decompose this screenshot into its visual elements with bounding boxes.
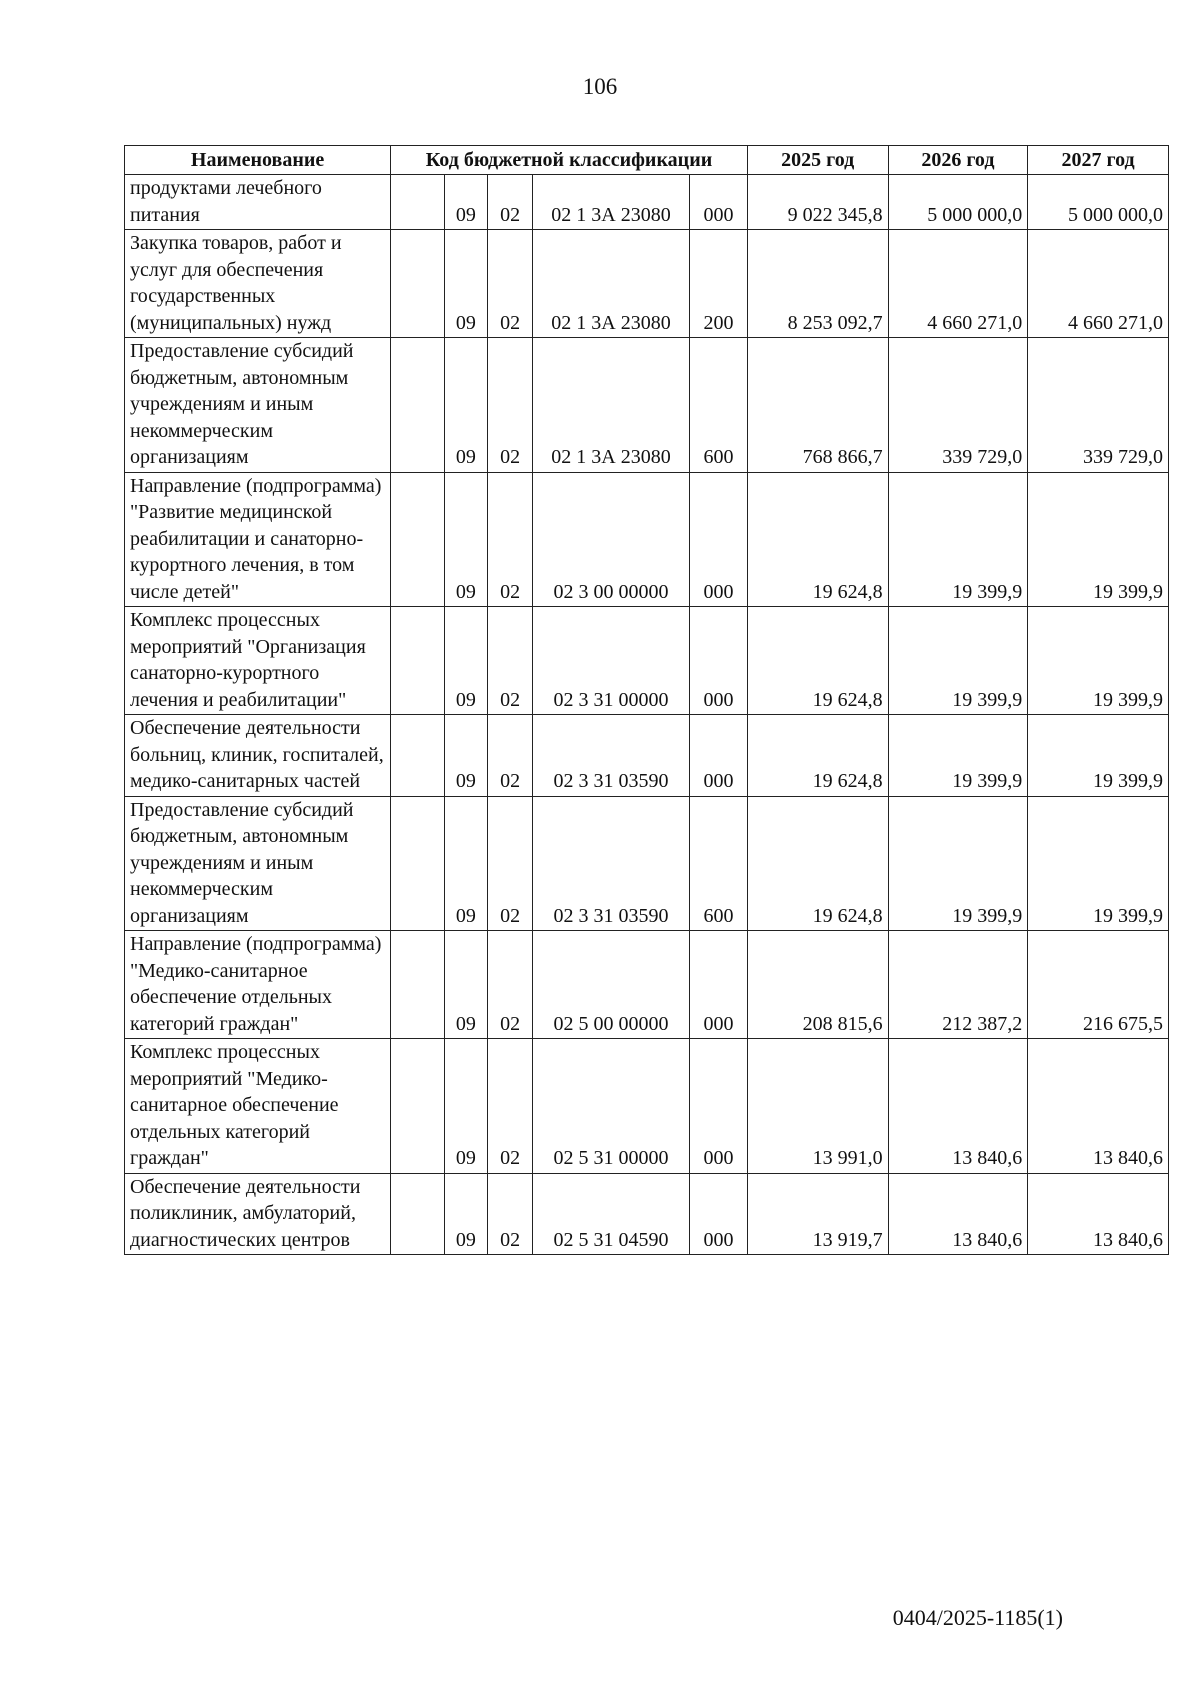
cell-expense-type: 600	[690, 796, 748, 931]
cell-name: Закупка товаров, работ и услуг для обеспечения государственных (муниципальных) нужд	[125, 230, 391, 338]
table-row	[125, 472, 1169, 607]
cell-subsection: 02	[488, 1039, 533, 1174]
cell-section: 09	[444, 1039, 488, 1174]
cell-2027: 4 660 271,0	[1028, 230, 1169, 338]
cell-section: 09	[444, 931, 488, 1039]
header-code: Код бюджетной классификации	[391, 146, 748, 175]
cell-target-article: 02 3 31 03590	[532, 715, 689, 797]
cell-2026: 19 399,9	[888, 472, 1028, 607]
cell-name: Направление (подпрограмма) "Развитие медицинской реабилитации и санаторно-курортного лечения, в том числе детей"	[125, 472, 391, 607]
cell-2025: 19 624,8	[747, 715, 888, 797]
cell-2025: 19 624,8	[747, 607, 888, 715]
cell-target-article: 02 5 31 04590	[532, 1173, 689, 1255]
cell-ministry	[391, 175, 444, 230]
cell-ministry	[391, 931, 444, 1039]
cell-expense-type: 000	[690, 1173, 748, 1255]
cell-2026: 4 660 271,0	[888, 230, 1028, 338]
header-2026: 2026 год	[888, 146, 1028, 175]
cell-2026: 339 729,0	[888, 338, 1028, 473]
cell-target-article: 02 1 3А 23080	[532, 338, 689, 473]
cell-name: Обеспечение деятельности поликлиник, амбулаторий, диагностических центров	[125, 1173, 391, 1255]
cell-expense-type: 600	[690, 338, 748, 473]
cell-expense-type: 000	[690, 1039, 748, 1174]
cell-subsection: 02	[488, 715, 533, 797]
cell-ministry	[391, 715, 444, 797]
cell-2026: 13 840,6	[888, 1173, 1028, 1255]
table-row	[125, 230, 1169, 338]
table-body	[125, 175, 1169, 1255]
cell-name: Комплекс процессных мероприятий "Медико-санитарное обеспечение отдельных категорий граждан"	[125, 1039, 391, 1174]
cell-2025: 8 253 092,7	[747, 230, 888, 338]
table-row	[125, 1039, 1169, 1174]
cell-section: 09	[444, 472, 488, 607]
table-row	[125, 1173, 1169, 1255]
cell-2025: 9 022 345,8	[747, 175, 888, 230]
cell-expense-type: 000	[690, 472, 748, 607]
cell-ministry	[391, 230, 444, 338]
table-row	[125, 607, 1169, 715]
cell-name: Комплекс процессных мероприятий "Организация санаторно-курортного лечения и реабилитации"	[125, 607, 391, 715]
cell-ministry	[391, 472, 444, 607]
cell-ministry	[391, 1173, 444, 1255]
document-code: 0404/2025-1185(1)	[892, 1605, 1063, 1630]
cell-2025: 19 624,8	[747, 472, 888, 607]
cell-target-article: 02 3 00 00000	[532, 472, 689, 607]
cell-section: 09	[444, 1173, 488, 1255]
cell-2025: 768 866,7	[747, 338, 888, 473]
cell-2027: 5 000 000,0	[1028, 175, 1169, 230]
cell-subsection: 02	[488, 175, 533, 230]
cell-section: 09	[444, 607, 488, 715]
header-2027: 2027 год	[1028, 146, 1169, 175]
cell-target-article: 02 1 3А 23080	[532, 230, 689, 338]
cell-subsection: 02	[488, 1173, 533, 1255]
cell-2025: 208 815,6	[747, 931, 888, 1039]
cell-2027: 216 675,5	[1028, 931, 1169, 1039]
cell-subsection: 02	[488, 230, 533, 338]
cell-expense-type: 000	[690, 607, 748, 715]
cell-2027: 19 399,9	[1028, 715, 1169, 797]
cell-2027: 19 399,9	[1028, 796, 1169, 931]
cell-section: 09	[444, 796, 488, 931]
header-name: Наименование	[125, 146, 391, 175]
cell-name: Обеспечение деятельности больниц, клиник, госпиталей, медико-санитарных частей	[125, 715, 391, 797]
header-2025: 2025 год	[747, 146, 888, 175]
cell-2025: 13 919,7	[747, 1173, 888, 1255]
cell-name: Предоставление субсидий бюджетным, автономным учреждениям и иным некоммерческим организациям	[125, 796, 391, 931]
budget-table	[124, 145, 1169, 1255]
cell-target-article: 02 5 00 00000	[532, 931, 689, 1039]
cell-2026: 19 399,9	[888, 796, 1028, 931]
table-row	[125, 931, 1169, 1039]
cell-2026: 19 399,9	[888, 715, 1028, 797]
cell-subsection: 02	[488, 931, 533, 1039]
cell-2027: 339 729,0	[1028, 338, 1169, 473]
cell-name: продуктами лечебного питания	[125, 175, 391, 230]
cell-2026: 5 000 000,0	[888, 175, 1028, 230]
cell-ministry	[391, 1039, 444, 1174]
cell-2026: 212 387,2	[888, 931, 1028, 1039]
cell-2026: 13 840,6	[888, 1039, 1028, 1174]
table-row	[125, 796, 1169, 931]
cell-subsection: 02	[488, 607, 533, 715]
table-row	[125, 715, 1169, 797]
cell-2025: 19 624,8	[747, 796, 888, 931]
table-row	[125, 338, 1169, 473]
cell-subsection: 02	[488, 796, 533, 931]
cell-2027: 13 840,6	[1028, 1039, 1169, 1174]
cell-2027: 19 399,9	[1028, 472, 1169, 607]
cell-section: 09	[444, 175, 488, 230]
cell-section: 09	[444, 338, 488, 473]
cell-ministry	[391, 796, 444, 931]
cell-section: 09	[444, 715, 488, 797]
cell-ministry	[391, 338, 444, 473]
cell-subsection: 02	[488, 472, 533, 607]
cell-section: 09	[444, 230, 488, 338]
cell-2027: 19 399,9	[1028, 607, 1169, 715]
cell-2025: 13 991,0	[747, 1039, 888, 1174]
cell-name: Предоставление субсидий бюджетным, автономным учреждениям и иным некоммерческим организациям	[125, 338, 391, 473]
cell-expense-type: 000	[690, 931, 748, 1039]
cell-target-article: 02 5 31 00000	[532, 1039, 689, 1174]
table-row	[125, 175, 1169, 230]
cell-subsection: 02	[488, 338, 533, 473]
cell-target-article: 02 3 31 00000	[532, 607, 689, 715]
page-number: 106	[582, 74, 618, 99]
cell-2026: 19 399,9	[888, 607, 1028, 715]
table-header-row	[125, 146, 1169, 175]
cell-expense-type: 000	[690, 715, 748, 797]
cell-target-article: 02 3 31 03590	[532, 796, 689, 931]
cell-expense-type: 000	[690, 175, 748, 230]
cell-name: Направление (подпрограмма) "Медико-санитарное обеспечение отдельных категорий граждан"	[125, 931, 391, 1039]
cell-target-article: 02 1 3А 23080	[532, 175, 689, 230]
cell-expense-type: 200	[690, 230, 748, 338]
cell-ministry	[391, 607, 444, 715]
cell-2027: 13 840,6	[1028, 1173, 1169, 1255]
